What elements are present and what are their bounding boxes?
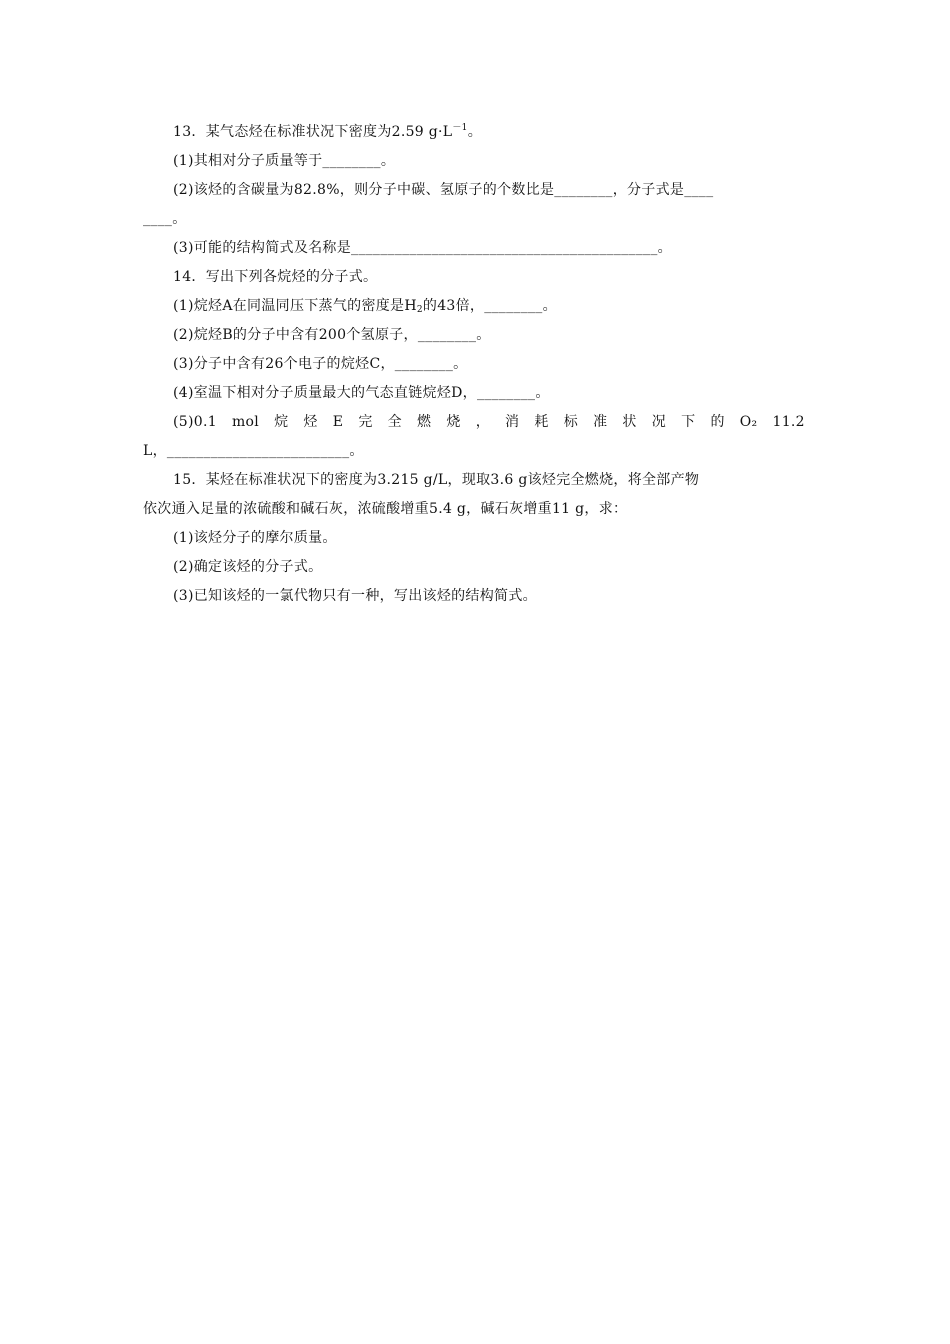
q13-part-2-line-2: ____。: [143, 211, 187, 227]
q14-part-5-line-2: L，_________________________。: [143, 443, 364, 459]
q14-part-1-text: (1)烷烃A在同温同压下蒸气的密度是H: [173, 298, 417, 314]
q14-p5-word: E: [332, 414, 344, 430]
q14-part-1-subscript: 2: [416, 305, 423, 315]
q15-part-3: (3)已知该烃的一氯代物只有一种，写出该烃的结构简式。: [173, 588, 537, 604]
q14-p5-word: ，: [475, 414, 490, 430]
q14-p5-word: (5)0.1: [173, 414, 217, 430]
q14-p5-word: 烷: [274, 414, 289, 430]
q13-stem-exponent: －1: [452, 123, 468, 133]
q14-part-1: [143, 292, 805, 321]
q13-part-2-line-1: (2)该烃的含碳量为82.8%，则分子中碳、氢原子的个数比是________，分子式是____: [173, 182, 714, 198]
q13-stem-end: 。: [467, 124, 482, 140]
q14-p5-word: 耗: [534, 414, 549, 430]
q14-p5-word: 的: [710, 414, 725, 430]
q14-p5-word: 标: [563, 414, 579, 430]
q13-stem-text: 13．某气态烃在标准状况下密度为2.59 g·L: [173, 124, 453, 140]
question-15-stem-line-1: 15．某烃在标准状况下的密度为3.215 g/L，现取3.6 g该烃完全燃烧，将全部产物: [173, 472, 700, 488]
q14-p5-word: 消: [505, 414, 520, 430]
q13-part-1: (1)其相对分子质量等于________。: [173, 153, 396, 169]
q13-part-3: (3)可能的结构简式及名称是__________________________________________。: [173, 240, 672, 256]
q14-p5-word: 准: [593, 414, 608, 430]
q14-p5-word: 状: [622, 414, 637, 430]
q14-p5-word: 燃: [417, 414, 432, 430]
q14-part-3: (3)分子中含有26个电子的烷烃C，________。: [173, 356, 468, 372]
q14-p5-word: 完: [358, 414, 373, 430]
q14-p5-word: 烃: [303, 414, 318, 430]
q14-p5-word: mol: [231, 414, 260, 430]
q14-part-1-end: 的43倍，________。: [422, 298, 557, 314]
q14-p5-word: 下: [681, 414, 696, 430]
question-15-stem-line-2: 依次通入足量的浓硫酸和碱石灰，浓硫酸增重5.4 g，碱石灰增重11 g，求：: [143, 501, 628, 517]
q14-p5-word: O₂: [739, 414, 758, 430]
q14-p5-word: 全: [387, 414, 402, 430]
question-14-stem: 14．写出下列各烷烃的分子式。: [173, 269, 378, 285]
q14-p5-word: 烧: [446, 414, 461, 430]
q14-p5-word: 11.2: [772, 414, 805, 430]
exercise-content: [143, 118, 805, 611]
q15-part-1: (1)该烃分子的摩尔质量。: [173, 530, 337, 546]
q14-part-2: (2)烷烃B的分子中含有200个氢原子，________。: [173, 327, 491, 343]
q14-p5-word: 况: [651, 414, 667, 430]
question-13-stem: [143, 118, 805, 147]
q14-part-4: (4)室温下相对分子质量最大的气态直链烷烃D，________。: [173, 385, 550, 401]
q15-part-2: (2)确定该烃的分子式。: [173, 559, 323, 575]
q14-part-5-line-1: [143, 408, 805, 437]
